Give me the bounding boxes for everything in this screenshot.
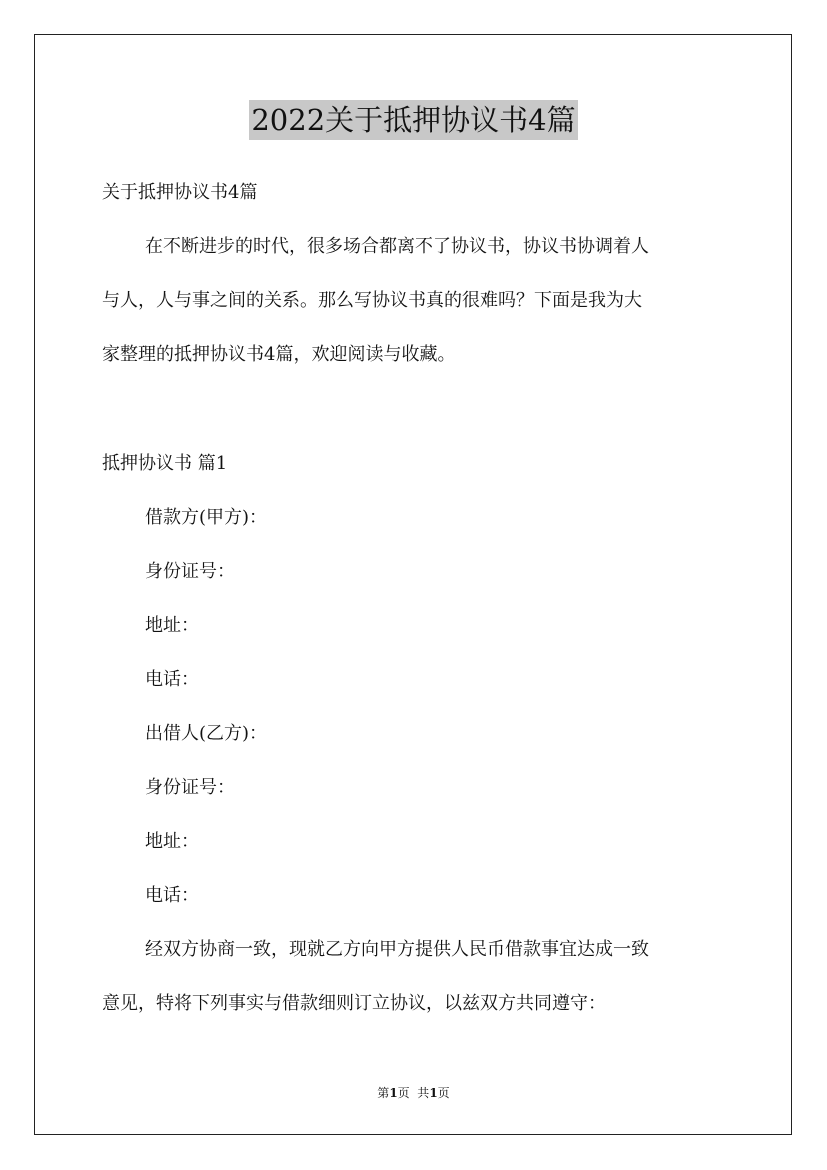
- intro-line-3: 家整理的抵押协议书4篇，欢迎阅读与收藏。: [102, 344, 456, 365]
- body-line-2: 意见，特将下列事实与借款细则订立协议，以兹双方共同遵守：: [102, 993, 606, 1014]
- field-lender-id: 身份证号：: [145, 777, 235, 798]
- body-line-1: 经双方协商一致，现就乙方向甲方提供人民币借款事宜达成一致: [145, 939, 649, 960]
- footer-page-number: 1: [389, 1086, 398, 1100]
- field-borrower-phone: 电话：: [145, 669, 199, 690]
- document-title: 2022关于抵押协议书4篇: [249, 100, 577, 140]
- field-lender: 出借人(乙方)：: [145, 723, 268, 744]
- field-borrower-address: 地址：: [145, 615, 199, 636]
- field-borrower: 借款方(甲方)：: [145, 507, 268, 528]
- document-title-wrap: [0, 100, 827, 140]
- page-footer: [0, 1085, 827, 1101]
- field-lender-address: 地址：: [145, 831, 199, 852]
- footer-page-suffix: 页: [437, 1086, 450, 1100]
- section-heading: 抵押协议书 篇1: [102, 453, 228, 474]
- intro-line-1: 在不断进步的时代，很多场合都离不了协议书，协议书协调着人: [145, 236, 649, 257]
- subtitle: 关于抵押协议书4篇: [102, 182, 258, 203]
- footer-page-mid: 页 共: [397, 1086, 430, 1100]
- intro-line-2: 与人，人与事之间的关系。那么写协议书真的很难吗？下面是我为大: [102, 290, 642, 311]
- field-lender-phone: 电话：: [145, 885, 199, 906]
- footer-page-prefix: 第: [377, 1086, 390, 1100]
- footer-page-total: 1: [429, 1086, 438, 1100]
- field-borrower-id: 身份证号：: [145, 561, 235, 582]
